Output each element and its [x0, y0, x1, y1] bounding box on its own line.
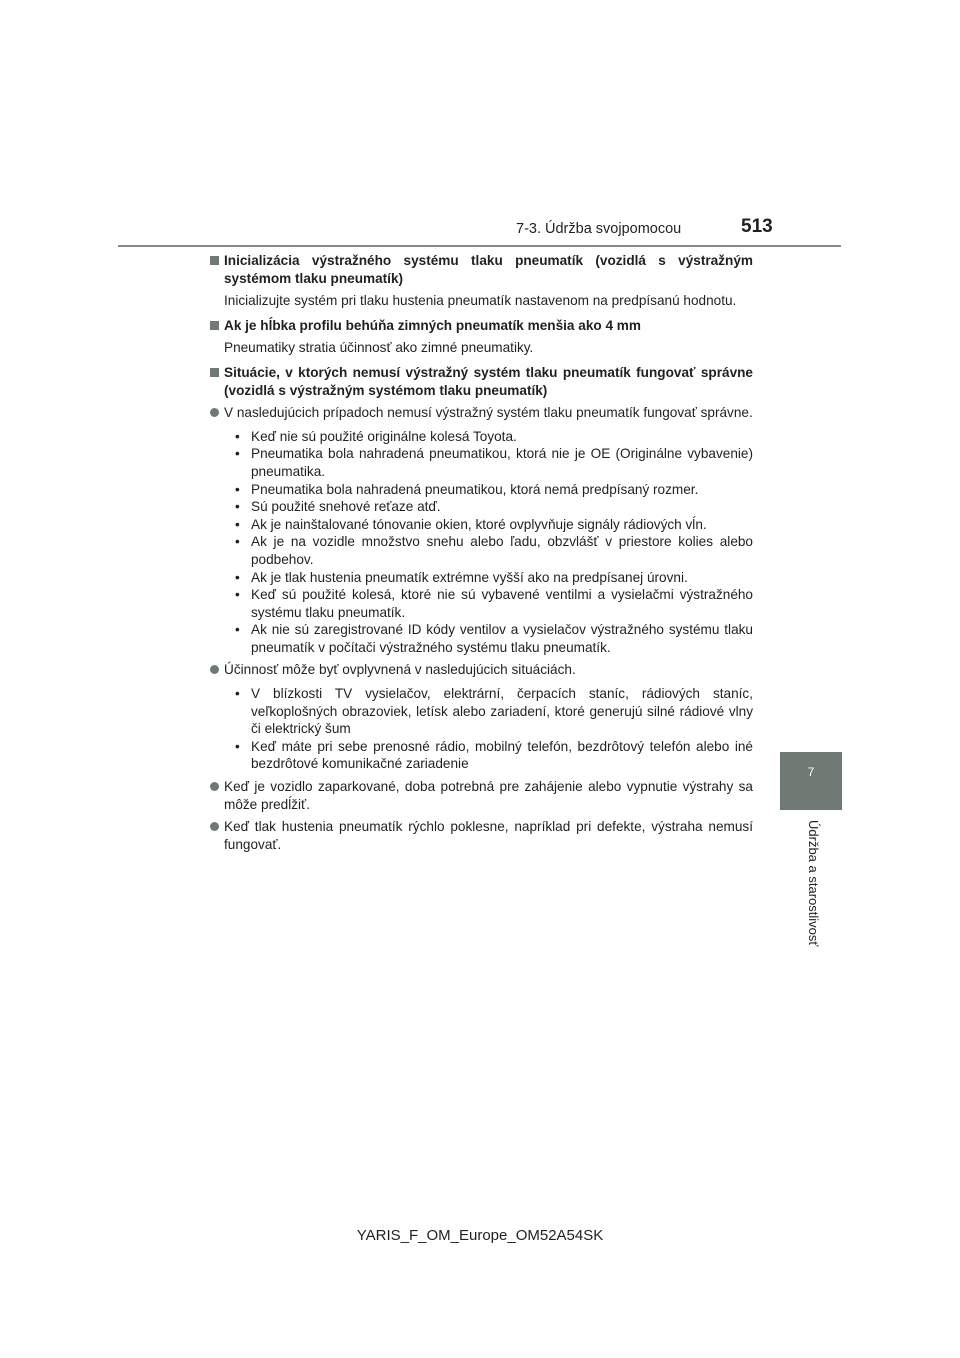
bullet-text: Účinnosť môže byť ovplyvnená v nasledujúcich situáciách. [224, 662, 576, 678]
circle-bullet-icon [210, 665, 219, 674]
section-body: Pneumatiky stratia účinnosť ako zimné pneumatiky. [224, 340, 534, 356]
section-title: 7-3. Údržba svojpomocou [516, 221, 682, 237]
bullet-text: V nasledujúcich prípadoch nemusí výstražný systém tlaku pneumatík fungovať správne. [224, 405, 753, 421]
chapter-tab [780, 752, 842, 810]
chapter-tab-label: Údržba a starostlivosť [806, 820, 821, 947]
list-item: • Ak je nainštalované tónovanie okien, ktoré ovplyvňuje signály rádiových vĺn. [235, 516, 707, 532]
bullet-point [209, 818, 753, 853]
dot-marker: • [235, 686, 240, 702]
section-heading [209, 252, 753, 287]
circle-bullet-icon [210, 782, 219, 791]
page-number: 513 [741, 216, 773, 237]
list-item: • Ak je na vozidle množstvo snehu alebo ľadu, obzvlášť v priestore kolies alebo podbehov. [235, 534, 753, 567]
section-heading-text: Inicializácia výstražného systému tlaku pneumatík (vozidlá s výstražným systémom tlaku pneumatík) [224, 253, 753, 286]
bullet-point [209, 661, 753, 679]
dot-marker: • [235, 428, 240, 444]
dot-marker: • [235, 622, 240, 638]
dot-marker: • [235, 534, 240, 550]
list-item: • Sú použité snehové reťaze atď. [235, 499, 441, 515]
list-item: • Keď nie sú použité originálne kolesá Toyota. [235, 428, 517, 444]
list-item: • Keď máte pri sebe prenosné rádio, mobilný telefón, bezdrôtový telefón alebo iné bezdrôtové komunikačné zariadenie [235, 738, 753, 772]
bullet-point [209, 778, 753, 813]
list-item: • Pneumatika bola nahradená pneumatikou, ktorá nie je OE (Originálne vybavenie) pneumatika. [235, 446, 753, 479]
bullet-text: Keď je vozidlo zaparkované, doba potrebná pre zahájenie alebo vypnutie výstrahy sa môže predĺžiť. [224, 779, 753, 812]
square-bullet-icon [210, 256, 219, 265]
section-heading-text: Ak je hĺbka profilu behúňa zimných pneumatík menšia ako 4 mm [224, 317, 641, 333]
condition-list [209, 428, 753, 657]
square-bullet-icon [210, 321, 219, 330]
section-body: Inicializujte systém pri tlaku hustenia pneumatík nastavenom na predpísanú hodnotu. [224, 293, 737, 309]
list-item: • Ak nie sú zaregistrované ID kódy ventilov a vysielačov výstražného systému tlaku pneumatík v počítači výstražného systému tlaku pneumatík. [235, 622, 753, 655]
dot-marker: • [235, 587, 240, 603]
list-item: • Ak je tlak hustenia pneumatík extrémne vyšší ako na predpísanej úrovni. [235, 569, 688, 585]
document-footer: YARIS_F_OM_Europe_OM52A54SK [356, 1227, 604, 1244]
dot-marker: • [235, 446, 240, 462]
list-item: • Keď sú použité kolesá, ktoré nie sú vybavené ventilmi a vysielačmi výstražného systému tlaku pneumatík. [235, 587, 753, 620]
main-content [209, 252, 753, 853]
circle-bullet-icon [210, 408, 219, 417]
dot-marker: • [235, 516, 240, 532]
square-bullet-icon [210, 368, 219, 377]
circle-bullet-icon [210, 822, 219, 831]
section-heading [209, 317, 753, 335]
dot-marker: • [235, 499, 240, 515]
chapter-number: 7 [807, 765, 815, 779]
section-heading-text: Situácie, v ktorých nemusí výstražný systém tlaku pneumatík fungovať správne (vozidlá s výstražným systémom tlaku pneumatík) [224, 364, 753, 398]
section-heading [209, 364, 753, 399]
list-item: • Pneumatika bola nahradená pneumatikou, ktorá nemá predpísaný rozmer. [235, 481, 699, 497]
condition-list [209, 685, 753, 773]
dot-marker: • [235, 481, 240, 497]
list-item: • V blízkosti TV vysielačov, elektrární, čerpacích staníc, rádiových staníc, veľkoplošných obrazoviek, letísk alebo zariadení, ktoré generujú silné rádiové vlny či elektrický šum [235, 686, 753, 737]
header-divider [118, 245, 841, 247]
dot-marker: • [235, 738, 240, 754]
bullet-point [209, 404, 753, 422]
bullet-text: Keď tlak hustenia pneumatík rýchlo poklesne, napríklad pri defekte, výstraha nemusí fungovať. [224, 819, 753, 852]
dot-marker: • [235, 569, 240, 585]
